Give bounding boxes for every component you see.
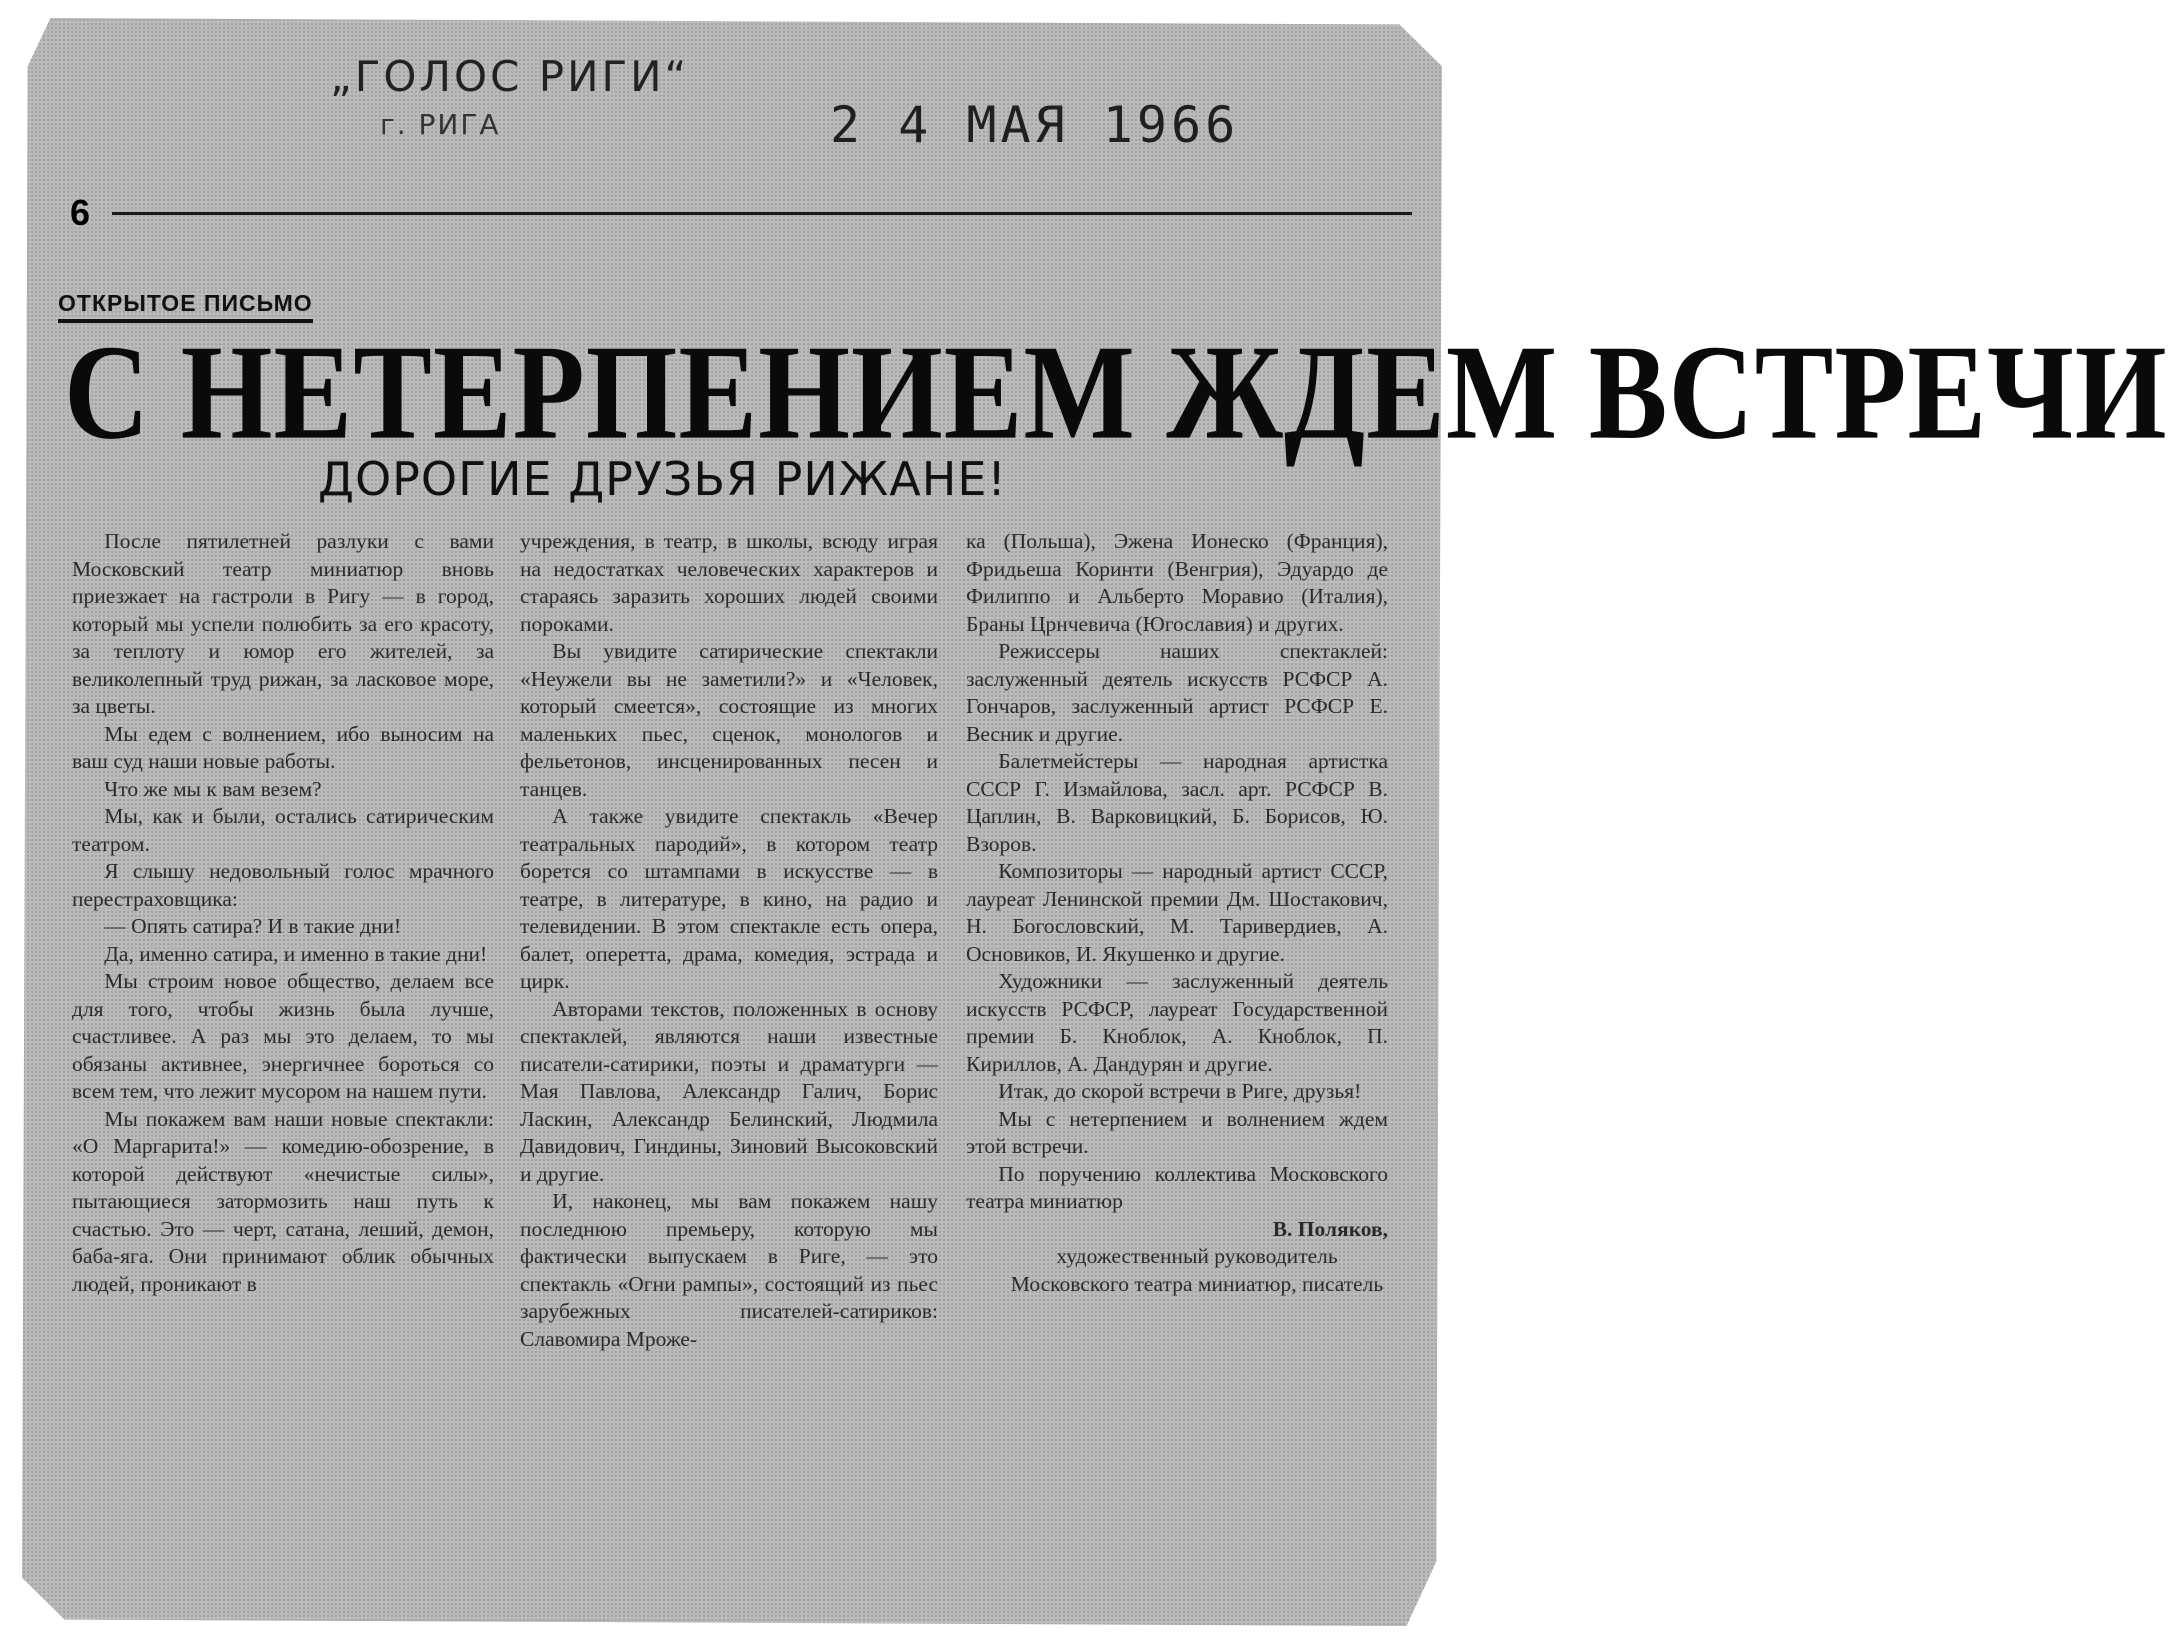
paragraph: Что же мы к вам везем? [104,776,322,801]
date-stamp: 2 4 МАЯ 1966 [830,96,1240,154]
city-label: г. РИГА [380,108,501,141]
paragraph: Мы строим новое общество, делаем все для того, чтобы жизнь была лучше, счастливее. А раз мы это делаем, то мы обязаны активнее, энергичнее бороться со всем тем, что лежит мусором на нашем пути. [72,969,494,1103]
newspaper-name: „ГОЛОС РИГИ“ [330,52,690,101]
signature-role: художественный руководитель Московского театра миниатюр, писатель [1010,1244,1384,1296]
paragraph: Художники — заслуженный деятель искусств РСФСР, лауреат Государственной премии Б. Кноблок, А. Кноблок, П. Кириллов, А. Дандурян и другие. [966,969,1388,1076]
paragraph: Итак, до скорой встречи в Риге, друзья! [998,1079,1362,1103]
paragraph: По поручению коллектива Московского театра миниатюр [966,1161,1388,1213]
paragraph: Мы с нетерпением и волнением ждем этой встречи. [966,1106,1388,1158]
paragraph: После пятилетней разлуки с вами Московский театр миниатюр вновь приезжает на гастроли в Ригу — в город, который мы успели полюбить за его красоту, за теплоту и юмор его жителей, за великолепный труд рижан, за ласковое море, за цветы. [72,529,494,718]
paragraph: Да, именно сатира, и именно в такие дни! [104,941,488,966]
page-number: 6 [70,192,91,233]
headline: С НЕТЕРПЕНИЕМ ЖДЕМ ВСТРЕЧИ [64,316,2168,468]
paragraph: Композиторы — народный артист СССР, лауреат Ленинской премии Дм. Шостакович, Н. Богословский, М. Таривердиев, А. Основиков, И. Якушенко и другие. [966,859,1388,966]
signature-name: В. Поляков, [1272,1216,1388,1241]
paragraph: Я слышу недовольный голос мрачного перестраховщика: [72,859,494,911]
rubric-label: ОТКРЫТОЕ ПИСЬМО [58,290,313,323]
article-column-1 [72,528,494,1613]
paragraph: Авторами текстов, положенных в основу спектаклей, являются наши известные писатели-сатирики, поэты и драматурги — Мая Павлова, Александр Галич, Борис Ласкин, Александр Белинский, Людмила Давидович, Гиндины, Зиновий Высоковский и другие. [520,996,938,1186]
paragraph: Мы едем с волнением, ибо выносим на ваш суд наши новые работы. [72,721,494,773]
greeting-subhead: ДОРОГИЕ ДРУЗЬЯ РИЖАНЕ! [318,452,1007,506]
article-column-2 [520,528,938,1613]
page-rule [112,212,1412,215]
paragraph: — Опять сатира? И в такие дни! [104,914,402,938]
paragraph: А также увидите спектакль «Вечер театральных пародий», в котором театр борется со штампами в искусстве — в театре, в литературе, в кино, на радио и телевидении. В этом спектакле есть опера, балет, оперетта, драма, комедия, эстрада и цирк. [520,804,938,993]
paragraph: Вы увидите сатирические спектакли «Неужели вы не заметили?» и «Человек, который смеется», состоящие из многих маленьких пьес, сценок, монологов и фельетонов, инсценированных песен и танцев. [520,639,938,801]
paragraph: учреждения, в театр, в школы, всюду играя на недостатках человеческих характеров и стараясь заразить хороших людей своими пороками. [520,529,938,636]
paragraph: Мы покажем вам наши новые спектакли: «О Маргарита!» — комедию-обозрение, в которой действуют «нечистые силы», пытающиеся затормозить наш путь к счастью. Это — черт, сатана, леший, демон, баба-яга. Они принимают облик обычных людей, проникают в [72,1106,494,1296]
paragraph: ка (Польша), Эжена Ионеско (Франция), Фридьеша Коринти (Венгрия), Эдуардо де Филиппо и Альберто Моравио (Италия), Браны Црнчевича (Югославия) и других. [966,529,1388,636]
paragraph: Мы, как и были, остались сатирическим театром. [72,804,494,856]
paragraph: Балетмейстеры — народная артистка СССР Г. Измайлова, засл. арт. РСФСР В. Цаплин, В. Варковицкий, Б. Борисов, Ю. Взоров. [966,749,1388,856]
paragraph: И, наконец, мы вам покажем нашу последнюю премьеру, которую мы фактически выпускаем в Риге, — это спектакль «Огни рампы», состоящий из пьес зарубежных писателей-сатириков: Славомира Мроже- [520,1189,938,1351]
paragraph: Режиссеры наших спектаклей: заслуженный деятель искусств РСФСР А. Гончаров, заслуженный артист РСФСР Е. Весник и другие. [966,639,1388,746]
article-column-3 [966,528,1388,1613]
